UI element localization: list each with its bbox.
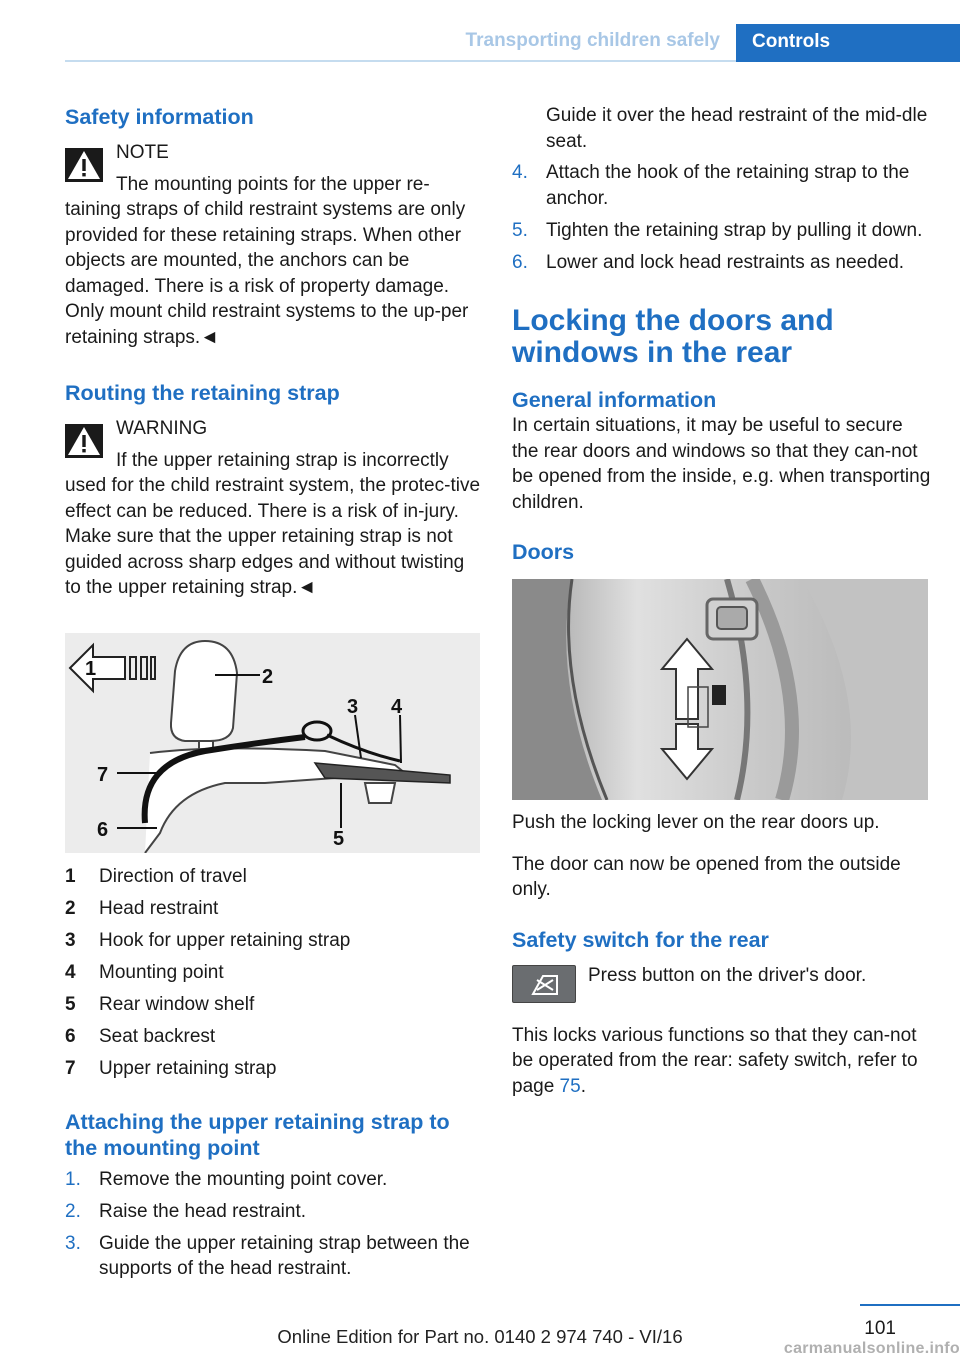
step-item: 6. Lower and lock head restraints as needed.	[512, 251, 905, 273]
warning-triangle-icon	[65, 424, 103, 458]
warning-label: WARNING	[116, 418, 208, 439]
watermark: carmanualsonline.info	[783, 1340, 960, 1357]
push-lever-text: Push the locking lever on the rear doors up.	[512, 812, 880, 833]
page-75-link[interactable]: 75	[559, 1075, 581, 1097]
routing-heading: Routing the retaining strap	[65, 381, 340, 405]
figure-callout: 4	[391, 695, 403, 718]
step-item: 4. Attach the hook of the retaining strap to the anchor.	[512, 162, 910, 209]
warning-triangle-icon	[65, 148, 103, 182]
locks-functions-text: This locks various functions so that they can-not be operated from the rear: safety switch, refer to page 75.	[512, 1024, 918, 1097]
retaining-strap-figure	[65, 633, 480, 853]
attach-steps-list-continued	[512, 160, 932, 275]
door-outside-text: The door can now be opened from the outside only.	[512, 853, 901, 900]
warning-first-line: If the upper retaining strap is incorrectly	[116, 449, 449, 471]
legend-item: 3 Hook for upper retaining strap	[65, 929, 351, 951]
locking-doors-heading: Locking the doors and windows in the rear	[512, 304, 834, 369]
attach-steps-list	[65, 1167, 483, 1282]
step-item: 3. Guide the upper retaining strap between the supports of the head restraint.	[65, 1232, 470, 1279]
general-information-heading: General information	[512, 388, 717, 412]
attaching-heading: Attaching the upper retaining strap to the mounting point	[65, 1109, 450, 1160]
safety-switch-text: Press button on the driver's door.	[588, 964, 867, 986]
right-column	[512, 100, 932, 1099]
header-tab-controls[interactable]: Controls	[736, 24, 960, 62]
footer-rule	[860, 1304, 960, 1306]
note-body: taining straps of child restraint systems are only provided for these retaining straps. When other objects are mounted, the anchors can be damaged. There is a risk of property damage. Only mount child restraint systems to the up-per retaining straps.◄	[65, 199, 469, 348]
legend-item: 6 Seat backrest	[65, 1025, 216, 1047]
legend-item: 7 Upper retaining strap	[65, 1057, 277, 1079]
doors-heading: Doors	[512, 540, 575, 564]
note-first-line: The mounting points for the upper re-	[116, 173, 430, 195]
door-lock-image	[512, 579, 928, 800]
page-number: 101	[864, 1318, 896, 1339]
general-information-text: In certain situations, it may be useful to secure the rear doors and windows so that they can-not be opened from the inside, e.g. when transporting children.	[512, 415, 931, 513]
window-lock-icon	[513, 966, 577, 1004]
child-lock-button-icon	[512, 965, 576, 1003]
safety-switch-box	[512, 963, 932, 1003]
edition-footer: Online Edition for Part no. 0140 2 974 740 - VI/16	[277, 1326, 683, 1347]
safety-switch-heading: Safety switch for the rear	[512, 927, 769, 952]
figure-callout: 2	[262, 665, 274, 688]
warning-box	[65, 416, 483, 601]
step-item: 2. Raise the head restraint.	[65, 1200, 307, 1222]
legend-item: 2 Head restraint	[65, 897, 219, 919]
note-label: NOTE	[116, 142, 169, 163]
legend-item: 5 Rear window shelf	[65, 993, 255, 1015]
note-box	[65, 140, 483, 350]
figure-callout: 7	[97, 763, 109, 786]
step-item: 5. Tighten the retaining strap by pulling it down.	[512, 219, 923, 241]
figure-callout: 5	[333, 827, 345, 850]
figure-callout: 6	[97, 818, 109, 841]
left-column	[65, 100, 483, 1288]
figure-callout: 1	[85, 657, 97, 680]
figure-legend	[65, 861, 483, 1085]
legend-item: 1 Direction of travel	[65, 865, 247, 887]
header-section-title[interactable]: Transporting children safely	[465, 30, 720, 51]
retaining-strap-diagram	[65, 633, 480, 853]
step-3-continuation: Guide it over the head restraint of the mid-dle seat.	[546, 105, 928, 152]
step-item: 1. Remove the mounting point cover.	[65, 1168, 388, 1190]
safety-information-heading: Safety information	[65, 105, 254, 129]
warning-body: used for the child restraint system, the protec-tive effect can be reduced. There is a risk of in-jury. Make sure that the upper retaining strap is not guided across sharp edges and without twisting to the upper retaining strap.◄	[65, 475, 481, 598]
figure-callout: 3	[347, 695, 359, 718]
door-lock-figure	[512, 579, 928, 800]
legend-item: 4 Mounting point	[65, 961, 224, 983]
